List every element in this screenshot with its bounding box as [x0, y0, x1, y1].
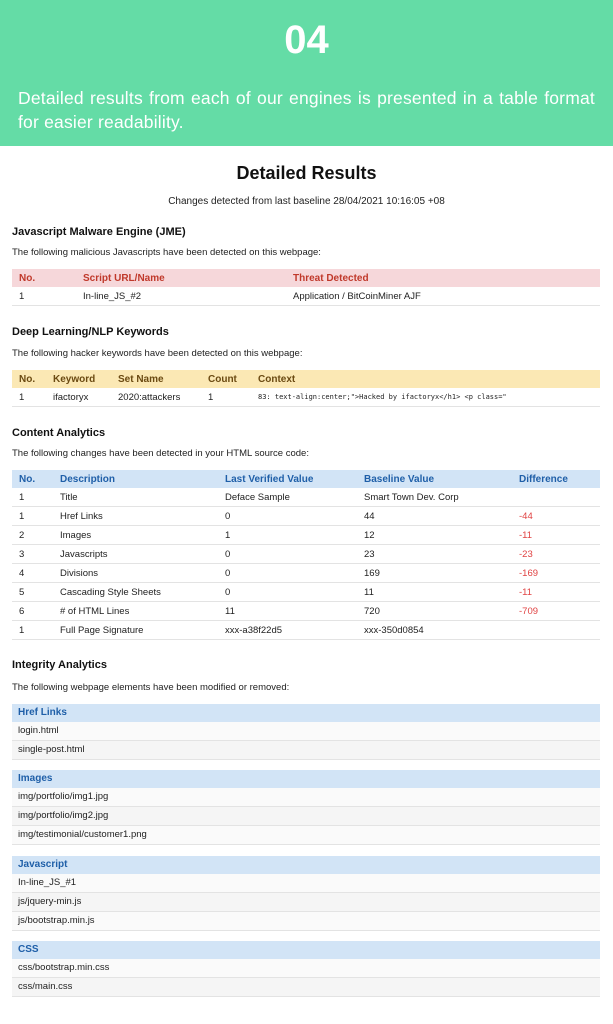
- table-row: [12, 583, 600, 602]
- list-item: single-post.html: [12, 741, 600, 760]
- table-cell: Cascading Style Sheets: [53, 583, 218, 602]
- column-header: No.: [12, 269, 76, 287]
- difference-cell: [512, 488, 600, 507]
- content-heading: Content Analytics: [12, 427, 106, 439]
- table-cell: 0: [218, 583, 357, 602]
- difference-cell: -23: [512, 545, 600, 564]
- list-item: login.html: [12, 722, 600, 741]
- jme-heading: Javascript Malware Engine (JME): [12, 226, 186, 238]
- table-cell: 2020:attackers: [111, 388, 201, 407]
- table-row: [12, 526, 600, 545]
- table-cell: 5: [12, 583, 53, 602]
- table-cell: 6: [12, 602, 53, 621]
- table-cell: Smart Town Dev. Corp: [357, 488, 512, 507]
- group-header: Images: [12, 770, 600, 788]
- difference-cell: -44: [512, 507, 600, 526]
- jme-table: [12, 269, 600, 306]
- content-table: [12, 470, 600, 640]
- table-cell: 1: [201, 388, 251, 407]
- table-cell: 23: [357, 545, 512, 564]
- table-cell: Title: [53, 488, 218, 507]
- difference-cell: -11: [512, 526, 600, 545]
- table-row: [12, 388, 600, 407]
- table-cell: Href Links: [53, 507, 218, 526]
- integrity-heading: Integrity Analytics: [12, 659, 107, 671]
- step-number: 04: [284, 18, 329, 62]
- column-header: Count: [201, 370, 251, 388]
- keywords-table: [12, 370, 600, 407]
- step-banner: [0, 0, 613, 146]
- column-header: Difference: [512, 470, 600, 488]
- column-header: No.: [12, 370, 46, 388]
- table-cell: Deface Sample: [218, 488, 357, 507]
- column-header: Baseline Value: [357, 470, 512, 488]
- list-item: css/bootstrap.min.css: [12, 959, 600, 978]
- column-header: Keyword: [46, 370, 111, 388]
- table-cell: # of HTML Lines: [53, 602, 218, 621]
- table-row: [12, 287, 600, 306]
- group-header: Href Links: [12, 704, 600, 722]
- table-cell: xxx-350d0854: [357, 621, 512, 640]
- column-header: Set Name: [111, 370, 201, 388]
- integrity-group: [12, 704, 600, 760]
- table-cell: 1: [12, 488, 53, 507]
- table-cell: 0: [218, 564, 357, 583]
- jme-intro: The following malicious Javascripts have been detected on this webpage:: [12, 247, 321, 258]
- column-header: Threat Detected: [286, 269, 600, 287]
- list-item: img/testimonial/customer1.png: [12, 826, 600, 845]
- report-title: Detailed Results: [236, 163, 377, 183]
- column-header: Script URL/Name: [76, 269, 286, 287]
- table-cell: Divisions: [53, 564, 218, 583]
- difference-cell: -169: [512, 564, 600, 583]
- table-row: [12, 564, 600, 583]
- table-cell: 11: [357, 583, 512, 602]
- table-header-row: [12, 370, 600, 388]
- table-cell: 12: [357, 526, 512, 545]
- list-item: img/portfolio/img2.jpg: [12, 807, 600, 826]
- table-cell: 1: [12, 507, 53, 526]
- table-cell: 720: [357, 602, 512, 621]
- integrity-group: [12, 770, 600, 845]
- table-cell: 169: [357, 564, 512, 583]
- column-header: Context: [251, 370, 600, 388]
- column-header: No.: [12, 470, 53, 488]
- table-cell: 4: [12, 564, 53, 583]
- table-cell: 0: [218, 507, 357, 526]
- integrity-group: [12, 941, 600, 997]
- content-intro: The following changes have been detected in your HTML source code:: [12, 448, 309, 459]
- table-cell: 1: [218, 526, 357, 545]
- group-header: CSS: [12, 941, 600, 959]
- table-cell: Images: [53, 526, 218, 545]
- table-row: [12, 545, 600, 564]
- table-cell: xxx-a38f22d5: [218, 621, 357, 640]
- list-item: js/jquery-min.js: [12, 893, 600, 912]
- table-cell: 3: [12, 545, 53, 564]
- list-item: css/main.css: [12, 978, 600, 997]
- difference-cell: -709: [512, 602, 600, 621]
- context-cell: 83: text-align:center;">Hacked by ifactoryx</h1> <p class=": [251, 388, 600, 407]
- list-item: js/bootstrap.min.js: [12, 912, 600, 931]
- table-cell: 1: [12, 287, 76, 306]
- table-row: [12, 621, 600, 640]
- column-header: Description: [53, 470, 218, 488]
- integrity-intro: The following webpage elements have been modified or removed:: [12, 682, 290, 693]
- report-subtitle: Changes detected from last baseline 28/04/2021 10:16:05 +08: [168, 196, 445, 207]
- step-description: Detailed results from each of our engines is presented in a table format for easier readability.: [18, 88, 595, 132]
- table-cell: 1: [12, 621, 53, 640]
- table-cell: Application / BitCoinMiner AJF: [286, 287, 600, 306]
- table-cell: 2: [12, 526, 53, 545]
- table-cell: 1: [12, 388, 46, 407]
- column-header: Last Verified Value: [218, 470, 357, 488]
- table-row: [12, 602, 600, 621]
- difference-cell: -11: [512, 583, 600, 602]
- table-row: [12, 507, 600, 526]
- list-item: img/portfolio/img1.jpg: [12, 788, 600, 807]
- table-header-row: [12, 269, 600, 287]
- table-cell: Full Page Signature: [53, 621, 218, 640]
- keywords-heading: Deep Learning/NLP Keywords: [12, 326, 169, 338]
- table-cell: 0: [218, 545, 357, 564]
- group-header: Javascript: [12, 856, 600, 874]
- list-item: In-line_JS_#1: [12, 874, 600, 893]
- table-cell: In-line_JS_#2: [76, 287, 286, 306]
- table-row: [12, 488, 600, 507]
- table-header-row: [12, 470, 600, 488]
- integrity-group: [12, 856, 600, 931]
- difference-cell: [512, 621, 600, 640]
- table-cell: 44: [357, 507, 512, 526]
- table-cell: Javascripts: [53, 545, 218, 564]
- keywords-intro: The following hacker keywords have been detected on this webpage:: [12, 348, 303, 359]
- table-cell: ifactoryx: [46, 388, 111, 407]
- table-cell: 11: [218, 602, 357, 621]
